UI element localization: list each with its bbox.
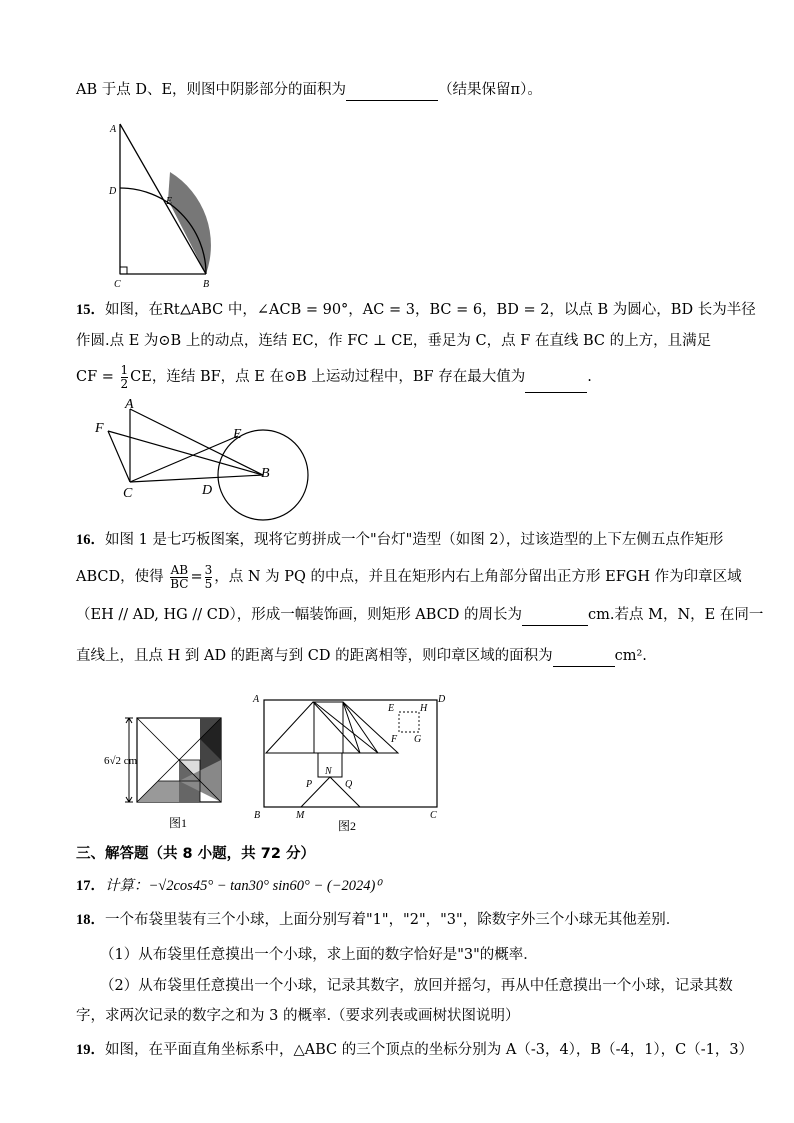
q19-text: 如图，在平面直角坐标系中，△ABC 的三个顶点的坐标分别为 A（-3，4），B（-4，1），C（-1，3） <box>105 1042 754 1058</box>
q18-number: 18． <box>76 912 105 928</box>
q15-fraction <box>121 364 129 391</box>
q19-line <box>76 1040 753 1060</box>
fig16-2-label-B: B <box>254 810 261 821</box>
fig16-2-label-P: P <box>306 779 313 790</box>
fig16-2-label-H: H <box>420 703 428 714</box>
q16-number: 16． <box>76 532 105 548</box>
q16-line-4 <box>76 646 647 667</box>
q16-eq: = <box>190 569 203 585</box>
q16-text-4b: cm². <box>614 648 647 664</box>
q16-perimeter-blank <box>522 605 588 626</box>
q16-text-3a: （EH // AD, HG // CD），形成一幅装饰画，则矩形 ABCD 的周长为 <box>76 607 523 623</box>
q15-text-1b: ABC 中，∠ACB = 90°，AC = 3，BC = 6，BD = 2，以点 B 为圆心，BD 长为半径 <box>190 302 756 318</box>
q14-answer-blank <box>346 80 438 101</box>
fig14-label-B: B <box>203 279 210 290</box>
fig14-label-A: A <box>110 124 117 135</box>
q16-frac-num: AB <box>170 562 189 577</box>
fig15-label-D: D <box>202 483 213 498</box>
q15-frac-num: 1 <box>120 362 129 377</box>
q18-part-1: （1）从布袋里任意摸出一个小球，求上面的数字恰好是"3"的概率． <box>100 947 538 963</box>
q17-expression: 计算：−√2cos45° − tan30° sin60° − (−2024)⁰ <box>105 878 382 894</box>
fig16-2-label-N: N <box>325 766 332 777</box>
q16-text-3b: cm.若点 M，N，E 在同一 <box>588 607 764 623</box>
q15-text-3b: CE，连结 BF，点 E 在⊙B 上运动过程中，BF 存在最大值为 <box>130 369 526 385</box>
q17-number: 17． <box>76 878 105 894</box>
fig15-label-C: C <box>123 486 133 501</box>
fig16-2-label-A: A <box>253 694 260 705</box>
section-3-heading: 三、解答题（共 8 小题，共 72 分） <box>76 846 315 862</box>
q16-area-blank <box>553 646 615 667</box>
q14-tail-line <box>76 80 542 101</box>
q16-ratio-fraction <box>170 564 188 591</box>
q15-line-1 <box>76 300 756 320</box>
q16-val-num: 3 <box>204 562 213 577</box>
figure-16-2 <box>248 690 446 832</box>
q16-value-fraction <box>205 564 213 591</box>
fig16-2-label-D: D <box>438 694 446 705</box>
q16-text-4a: 直线上，且点 H 到 AD 的距离与到 CD 的距离相等，则印章区域的面积为 <box>76 648 553 664</box>
q14-text: AB 于点 D、E，则图中阴影部分的面积为 <box>76 82 347 98</box>
q17-line <box>76 876 381 896</box>
q15-end: . <box>587 369 592 385</box>
fig16-2-label-Q: Q <box>345 779 353 790</box>
fig16-2-label-F: F <box>391 734 398 745</box>
q16-text-1: 如图 1 是七巧板图案，现将它剪拼成一个"台灯"造型（如图 2），过该造型的上下左侧五点作矩形 <box>105 532 724 548</box>
figure-14 <box>100 112 230 290</box>
q16-frac-den: BC <box>170 576 189 591</box>
fig15-label-E: E <box>233 427 242 442</box>
q18-line-1 <box>76 910 680 930</box>
q19-number: 19． <box>76 1042 105 1058</box>
q16-text-2b: ，点 N 为 PQ 的中点，并且在矩形内右上角部分留出正方形 EFGH 作为印章区域 <box>214 569 742 585</box>
q15-number: 15． <box>76 302 105 318</box>
q16-val-den: 5 <box>204 576 213 591</box>
q15-answer-blank <box>525 362 587 393</box>
q18-part-2-cont: 字，求两次记录的数字之和为 3 的概率.（要求列表或画树状图说明） <box>76 1008 520 1024</box>
tangram-side-label: 6√2 cm <box>104 755 138 767</box>
q18-part-2: （2）从布袋里任意摸出一个小球，记录其数字，放回并摇匀，再从中任意摸出一个小球，记录其数 <box>100 978 733 994</box>
fig16-2-label-E: E <box>388 703 395 714</box>
fig15-label-A: A <box>125 397 134 412</box>
fig14-label-E: E <box>166 196 173 207</box>
q18-text-1: 一个布袋里装有三个小球，上面分别写着"1"，"2"，"3"，除数字外三个小球无其他差别． <box>105 912 681 928</box>
fig14-label-C: C <box>114 279 121 290</box>
q15-text-2: 作圆.点 E 为⊙B 上的动点，连结 EC，作 FC ⊥ CE，垂足为 C，点 F 在直线 BC 的上方，且满足 <box>76 333 712 349</box>
fig16-2-caption: 图2 <box>338 819 357 832</box>
triangle-icon <box>180 304 191 315</box>
q16-text-2a: ABCD，使得 <box>76 569 164 585</box>
q15-line-2 <box>76 331 711 351</box>
fig16-2-label-G: G <box>414 734 422 745</box>
fig15-label-F: F <box>95 421 104 436</box>
fig16-2-label-M: M <box>296 810 305 821</box>
fig14-label-D: D <box>109 186 117 197</box>
q15-text-1a: 如图，在Rt <box>105 302 180 318</box>
q15-frac-den: 2 <box>120 376 129 391</box>
q14-suffix: （结果保留π）。 <box>438 82 542 98</box>
q15-line-3 <box>76 362 592 392</box>
fig16-1-caption: 图1 <box>169 816 188 830</box>
fig16-2-label-C: C <box>430 810 437 821</box>
fig15-label-B: B <box>261 466 270 481</box>
q15-text-3a: CF = <box>76 369 114 385</box>
q16-line-2 <box>76 560 742 594</box>
figure-15 <box>88 396 313 526</box>
q16-line-3 <box>76 605 763 626</box>
figure-16-1 <box>104 712 224 834</box>
q16-line-1 <box>76 530 723 550</box>
